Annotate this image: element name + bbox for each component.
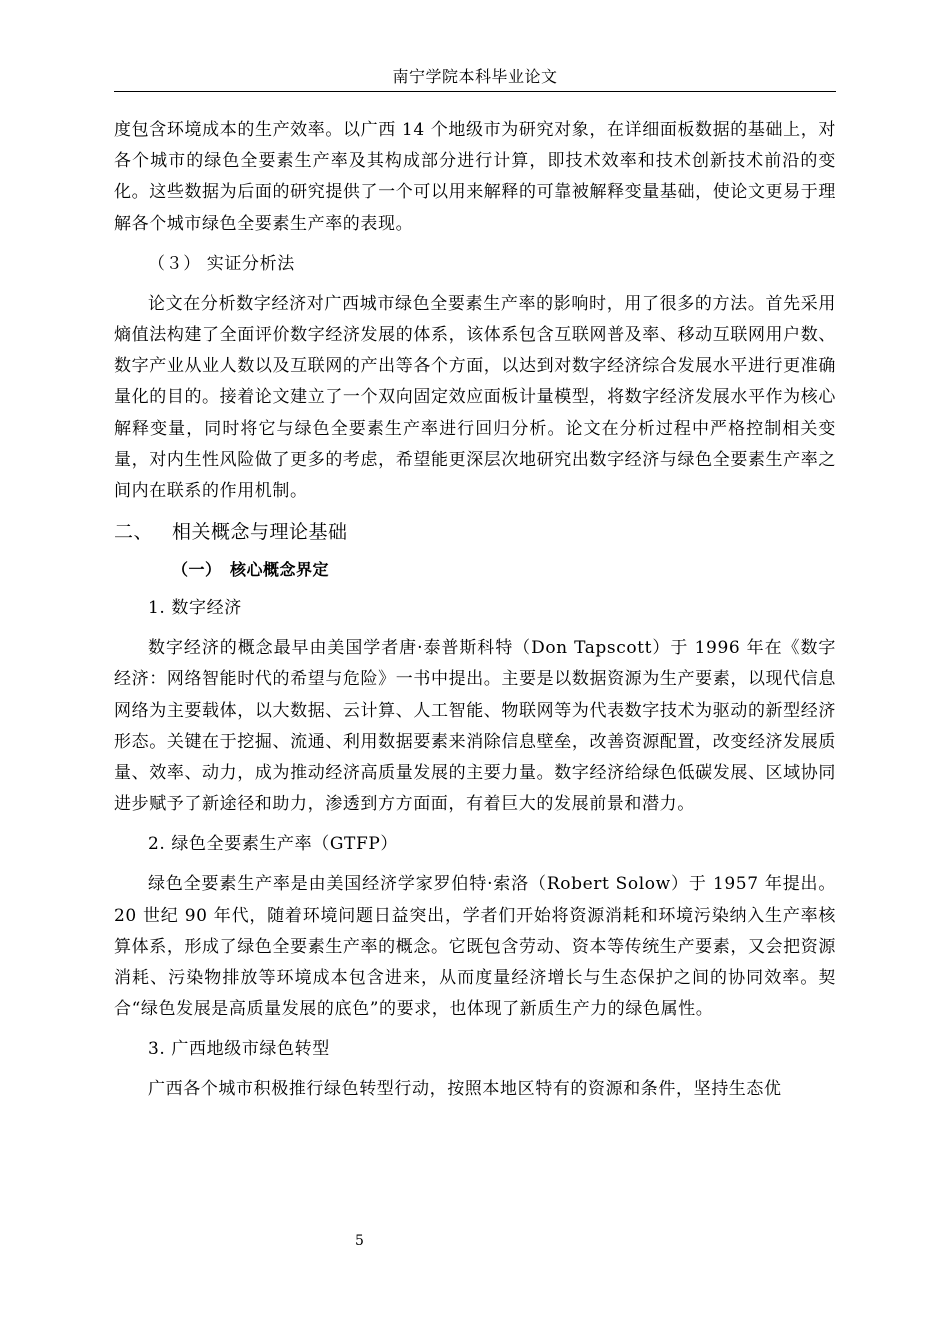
item-1-heading: 1. 数字经济 [148, 598, 242, 619]
section-2-title: 相关概念与理论基础 [172, 521, 348, 544]
section-2-heading [114, 516, 836, 548]
paragraph-guangxi-transition: 广西各个城市积极推行绿色转型行动，按照本地区特有的资源和条件，坚持生态优 [148, 1079, 782, 1100]
subsection-1-heading [114, 554, 836, 585]
paragraph-gtfp: 绿色全要素生产率是由美国经济学家罗伯特·索洛（Robert Solow）于 1957 年提出。20 世纪 90 年代，随着环境问题日益突出，学者们开始将资源消耗和环境污染纳入生产率核算体系，形成了绿色全要素生产率的概念。它既包含劳动、资本等传统生产要素，又会把资源消耗、污染物排放等环境成本包含进来，从而度量经济增长与生态保护之间的协同效率。契合“绿色发展是高质量发展的底色”的要求，也体现了新质生产力的绿色属性。 [114, 874, 836, 1020]
method-3-heading: （３） 实证分析法 [148, 253, 295, 274]
page-body [114, 115, 836, 1115]
header-rule [114, 91, 836, 92]
paragraph-continuation: 度包含环境成本的生产效率。以广西 14 个地级市为研究对象，在详细面板数据的基础上，对各个城市的绿色全要素生产率及其构成部分进行计算，即技术效率和技术创新技术前沿的变化。这些数据为后面的研究提供了一个可以用来解释的可靠被解释变量基础，使论文更易于理解各个城市绿色全要素生产率的表现。 [114, 120, 836, 234]
page-number: 5 [355, 1233, 364, 1249]
item-3-heading: 3. 广西地级市绿色转型 [148, 1039, 330, 1060]
item-2-heading: 2. 绿色全要素生产率（GTFP） [148, 834, 398, 855]
running-header: 南宁学院本科毕业论文 [392, 67, 558, 86]
subsection-1-title: 核心概念界定 [230, 560, 330, 580]
section-2-number: 二、 [114, 521, 154, 544]
subsection-1-number: （一） [172, 560, 222, 580]
paragraph-digital-economy: 数字经济的概念最早由美国学者唐·泰普斯科特（Don Tapscott）于 1996 年在《数字经济：网络智能时代的希望与危险》一书中提出。主要是以数据资源为生产要素，以现代信息网络为主要载体，以大数据、云计算、人工智能、物联网等为代表数字技术为驱动的新型经济形态。关键在于挖掘、流通、利用数据要素来消除信息壁垒，改善资源配置，改变经济发展质量、效率、动力，成为推动经济高质量发展的主要力量。数字经济给绿色低碳发展、区域协同进步赋予了新途径和助力，渗透到方方面面，有着巨大的发展前景和潜力。 [114, 638, 836, 815]
paragraph-empirical-method: 论文在分析数字经济对广西城市绿色全要素生产率的影响时，用了很多的方法。首先采用熵值法构建了全面评价数字经济发展的体系，该体系包含互联网普及率、移动互联网用户数、数字产业从业人数以及互联网的产出等各个方面，以达到对数字经济综合发展水平进行更准确量化的目的。接着论文建立了一个双向固定效应面板计量模型，将数字经济发展水平作为核心解释变量，同时将它与绿色全要素生产率进行回归分析。论文在分析过程中严格控制相关变量，对内生性风险做了更多的考虑，希望能更深层次地研究出数字经济与绿色全要素生产率之间内在联系的作用机制。 [114, 293, 836, 502]
